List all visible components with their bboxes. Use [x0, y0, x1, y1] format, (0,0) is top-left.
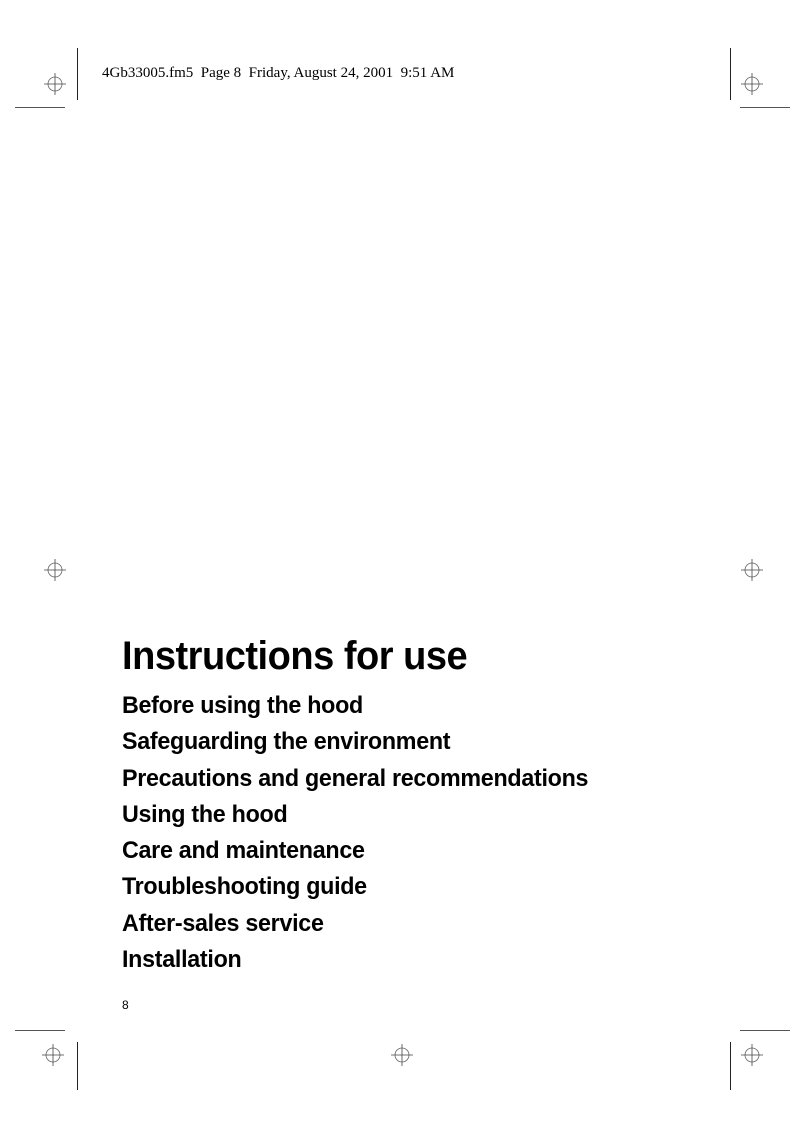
crop-mark — [740, 1030, 790, 1031]
print-slug-header: 4Gb33005.fm5 Page 8 Friday, August 24, 2001 9:51 AM — [102, 65, 455, 81]
contents-item: Precautions and general recommendations — [122, 764, 589, 792]
crop-mark — [15, 107, 65, 108]
registration-mark-icon — [741, 1044, 763, 1066]
crop-mark — [77, 48, 78, 100]
registration-mark-icon — [42, 1044, 64, 1066]
contents-item: Care and maintenance — [122, 837, 365, 865]
contents-list — [122, 688, 613, 978]
registration-mark-icon — [741, 559, 763, 581]
contents-item: Troubleshooting guide — [122, 873, 367, 901]
crop-mark — [730, 48, 731, 100]
page-number: 8 — [122, 998, 129, 1012]
registration-mark-icon — [44, 73, 66, 95]
registration-mark-icon — [741, 73, 763, 95]
crop-mark — [77, 1042, 78, 1090]
contents-item: Using the hood — [122, 800, 288, 828]
crop-mark — [15, 1030, 65, 1031]
registration-mark-icon — [391, 1044, 413, 1066]
contents-item: Before using the hood — [122, 692, 363, 719]
crop-mark — [730, 1042, 731, 1090]
crop-mark — [740, 107, 790, 108]
page-title: Instructions for use — [122, 634, 468, 678]
contents-item: After-sales service — [122, 909, 324, 937]
contents-item: Safeguarding the environment — [122, 728, 451, 756]
contents-item: Installation — [122, 946, 242, 974]
registration-mark-icon — [44, 559, 66, 581]
